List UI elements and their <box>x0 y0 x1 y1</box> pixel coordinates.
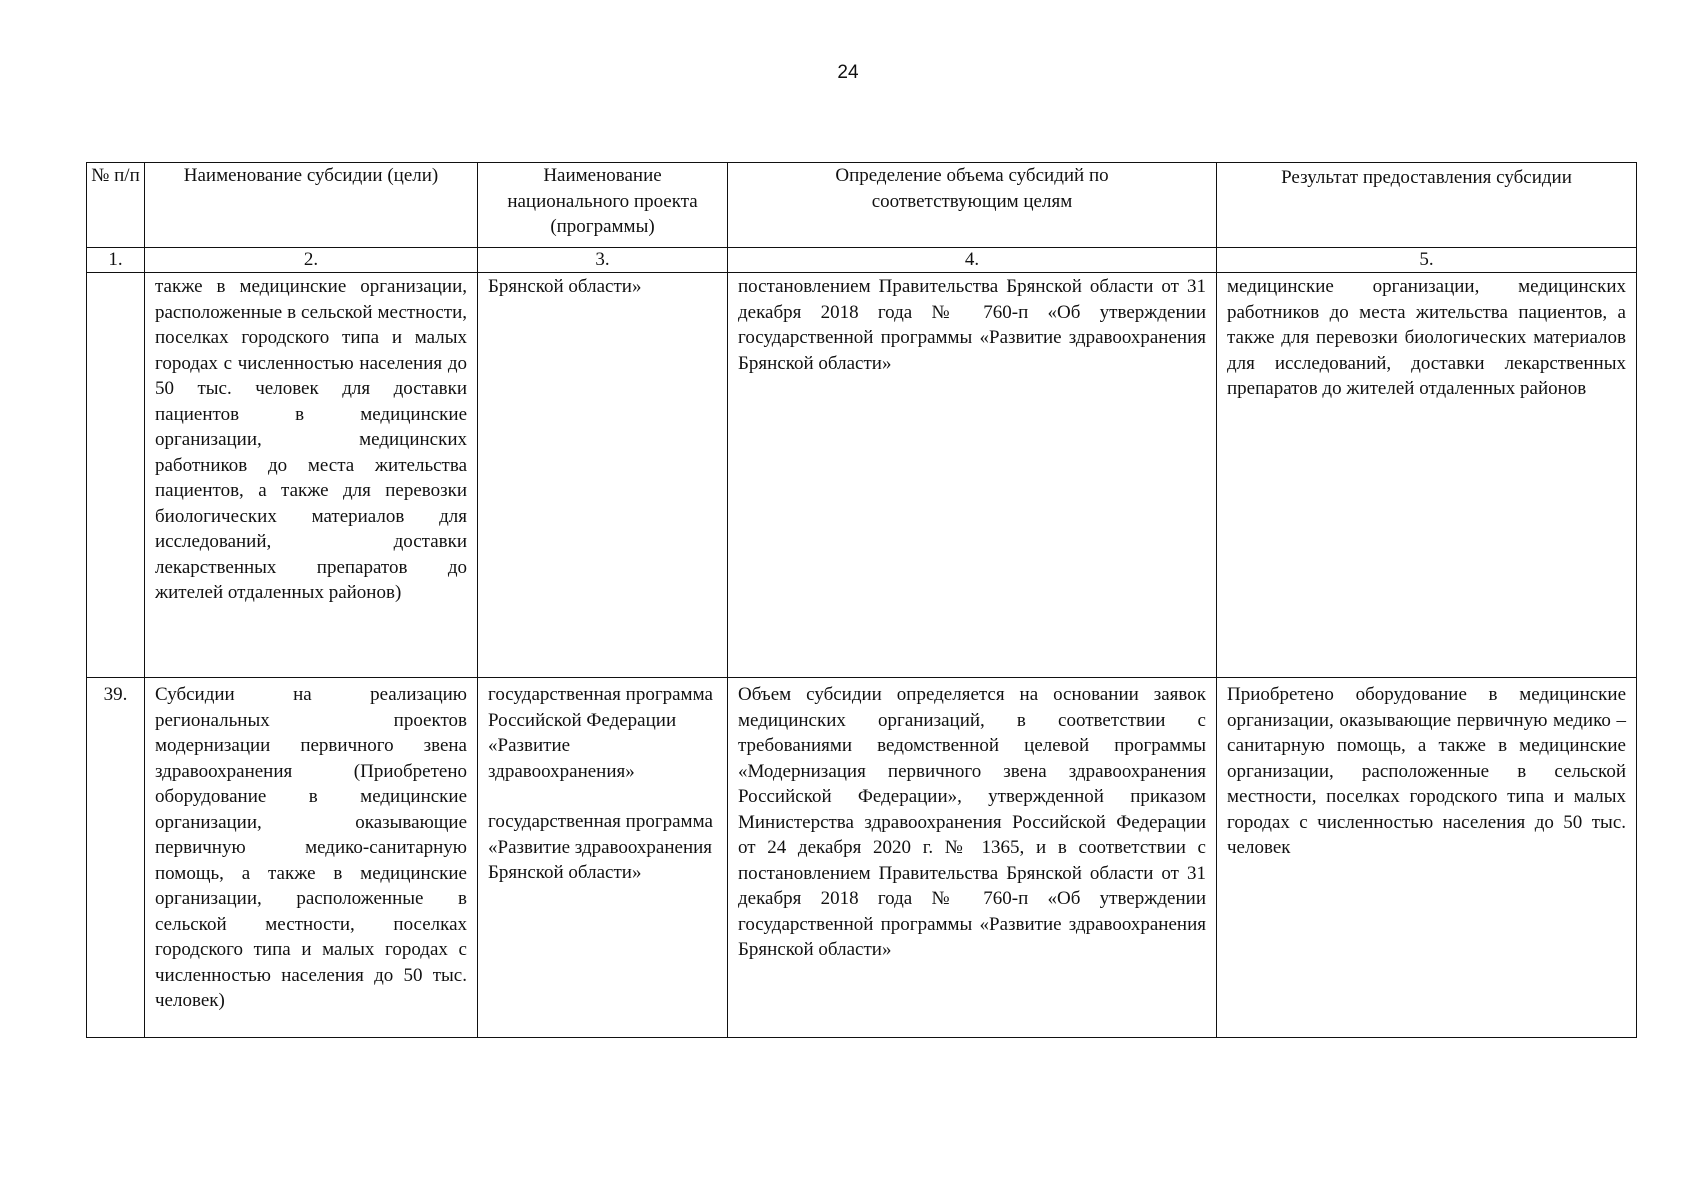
header-subsidy-name: Наименование субсидии (цели) <box>145 163 478 248</box>
column-number: 5. <box>1217 248 1637 273</box>
project-text: государственная программа Российской Федерации «Развитие здравоохранения» <box>488 684 713 782</box>
subsidy-name-cell: также в медицинские организации, расположенные в сельской местности, поселках городского типа и малых городах с численностью населения до 50 тыс. человек для доставки пациентов в медицинские организации, медицинских работников до места жительства пациентов, а также для перевозки биологических материалов для исследований, доставки лекарственных препаратов до жителей отдаленных районов) <box>145 273 478 678</box>
header-subsidy-result: Результат предоставления субсидии <box>1217 163 1637 248</box>
header-subsidy-volume: Определение объема субсидий по соответствующим целям <box>728 163 1217 248</box>
header-national-project: Наименование национального проекта (программы) <box>478 163 728 248</box>
table-row <box>87 273 1637 678</box>
project-text: Брянской области» <box>488 276 642 297</box>
national-project-cell <box>478 678 728 1038</box>
paragraph-gap <box>488 784 717 809</box>
column-numbers-row <box>87 248 1637 273</box>
subsidy-result-cell: медицинские организации, медицинских работников до места жительства пациентов, а также для перевозки биологических материалов для исследований, доставки лекарственных препаратов до жителей отдаленных районов <box>1217 273 1637 678</box>
header-number: № п/п <box>87 163 145 248</box>
national-project-cell <box>478 273 728 678</box>
subsidies-table <box>86 162 1637 1038</box>
table-row <box>87 678 1637 1038</box>
project-text: государственная программа «Развитие здравоохранения Брянской области» <box>488 811 713 883</box>
row-number <box>87 273 145 678</box>
column-number: 1. <box>87 248 145 273</box>
column-number: 2. <box>145 248 478 273</box>
column-number: 4. <box>728 248 1217 273</box>
subsidy-name-cell: Субсидии на реализацию региональных проектов модернизации первичного звена здравоохранения (Приобретено оборудование в медицинские организации, оказывающие первичную медико-санитарную помощь, а также в медицинские организации, расположенные в сельской местности, поселках городского типа и малых городах с численностью населения до 50 тыс. человек) <box>145 678 478 1038</box>
subsidy-volume-cell: постановлением Правительства Брянской области от 31 декабря 2018 года № 760-п «Об утверждении государственной программы «Развитие здравоохранения Брянской области» <box>728 273 1217 678</box>
column-number: 3. <box>478 248 728 273</box>
row-number: 39. <box>87 678 145 1038</box>
subsidy-result-cell: Приобретено оборудование в медицинские организации, оказывающие первичную медико – санитарную помощь, а также в медицинские организации, расположенные в сельской местности, поселках городского типа и малых городах с численностью населения до 50 тыс. человек <box>1217 678 1637 1038</box>
page-number: 24 <box>837 62 859 83</box>
table-header-row <box>87 163 1637 248</box>
subsidy-volume-cell: Объем субсидии определяется на основании заявок медицинских организаций, в соответствии с требованиями ведомственной целевой программы «Модернизация первичного звена здравоохранения Российской Федерации», утвержденной приказом Министерства здравоохранения Российской Федерации от 24 декабря 2020 г. № 1365, и в соответствии с постановлением Правительства Брянской области от 31 декабря 2018 года № 760-п «Об утверждении государственной программы «Развитие здравоохранения Брянской области» <box>728 678 1217 1038</box>
